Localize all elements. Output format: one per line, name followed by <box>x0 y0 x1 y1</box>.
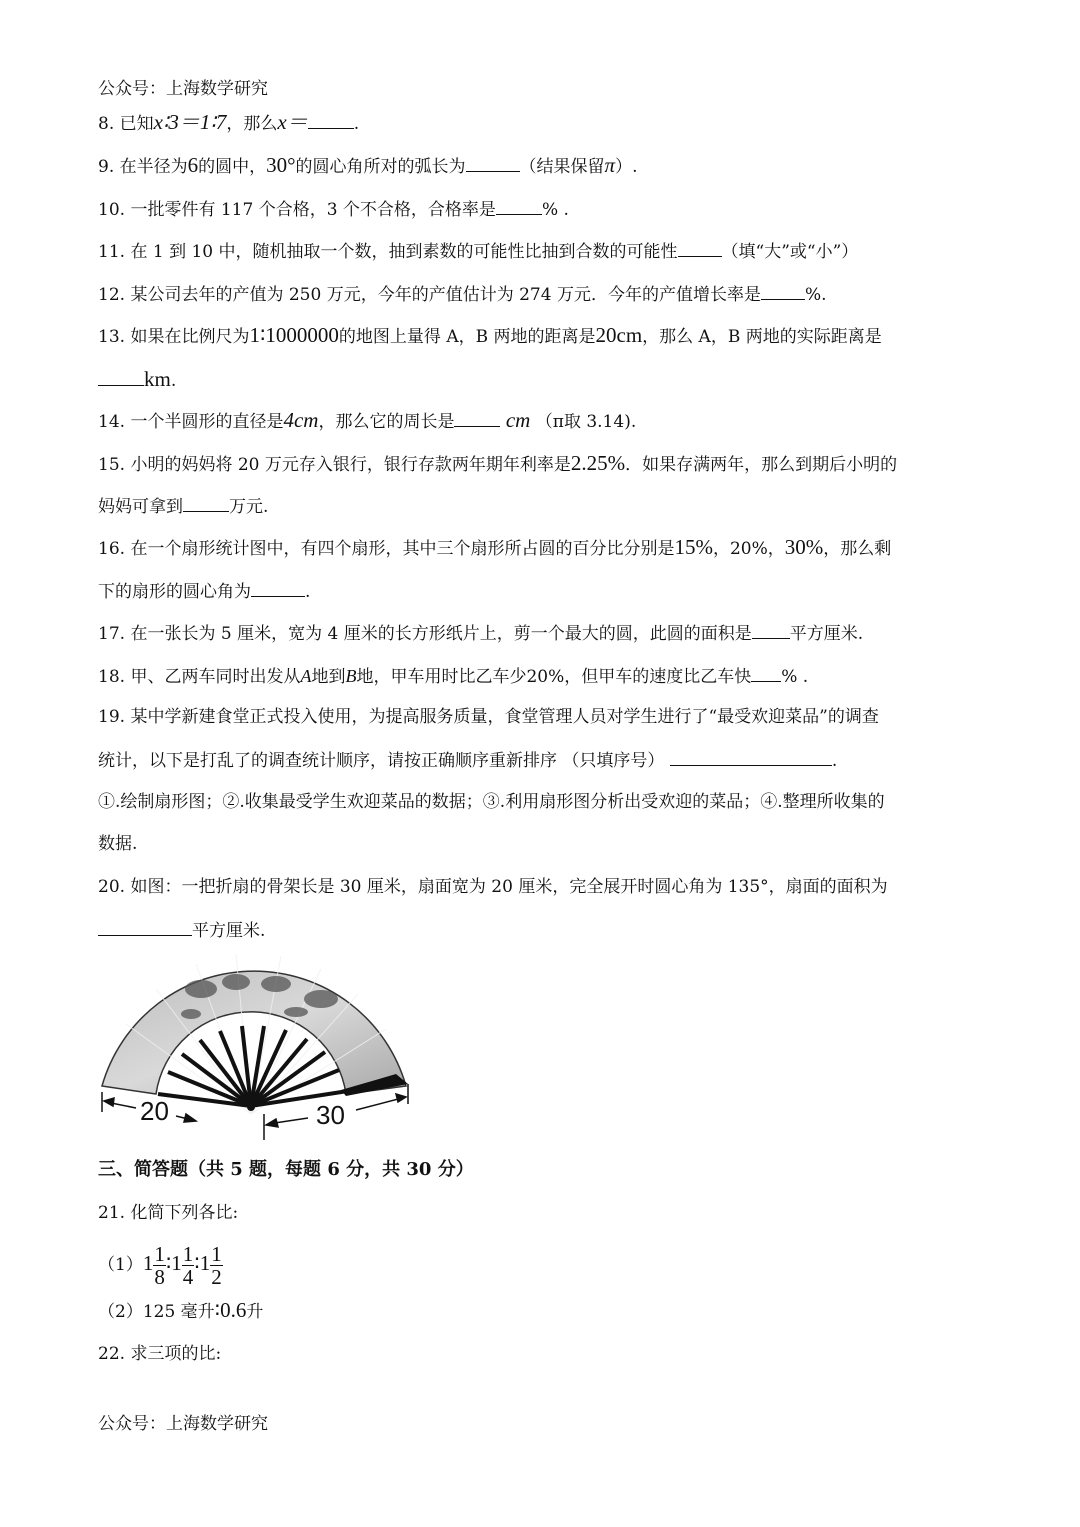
q18-text-2: 地到 <box>311 667 346 687</box>
q9-text-3: 的圆心角所对的弧长为 <box>295 157 466 177</box>
q13-unit: km <box>144 367 171 391</box>
question-17 <box>98 620 990 646</box>
q19-number: 19. <box>98 707 126 727</box>
question-8 <box>98 110 990 136</box>
q21-part-2-label: （2）125 毫升 <box>98 1302 215 1322</box>
fan-pivot <box>247 1103 255 1111</box>
q21-number: 21. <box>98 1203 126 1223</box>
q16-text: 在一个扇形统计图中，有四个扇形，其中三个扇形所占圆的百分比分别是 <box>130 539 675 559</box>
q12-answer-blank[interactable] <box>761 281 805 300</box>
q12-end: %. <box>804 285 827 305</box>
q9-radius: 6 <box>187 153 199 177</box>
q9-angle: 30° <box>266 153 296 177</box>
q11-number: 11. <box>98 242 126 262</box>
question-15 <box>98 451 990 477</box>
q16-percent-3: 30% <box>784 535 824 559</box>
q9-answer-blank[interactable] <box>466 153 520 172</box>
q18-answer-blank[interactable] <box>751 663 781 682</box>
q13-text: 如果在比例尺为 <box>130 327 250 347</box>
q18-text: 甲、乙两车同时出发从 <box>130 667 301 687</box>
q9-text: 在半径为 <box>119 157 188 177</box>
q8-end: . <box>353 114 360 134</box>
q16-number: 16. <box>98 539 126 559</box>
q16-end: . <box>305 582 311 602</box>
question-22 <box>98 1342 990 1366</box>
q17-number: 17. <box>98 624 126 644</box>
question-19 <box>98 705 990 729</box>
q9-text-4: （结果保留 <box>519 157 605 177</box>
q17-end: 平方厘米. <box>789 624 864 644</box>
q18-end: % . <box>781 667 809 687</box>
q13-number: 13. <box>98 327 126 347</box>
section-3-heading: 三、简答题（共 5 题，每题 6 分，共 30 分） <box>98 1159 474 1180</box>
page-footer: 公众号：上海数学研究 <box>98 1414 268 1434</box>
q8-number: 8. <box>98 114 115 134</box>
q10-number: 10. <box>98 200 126 220</box>
q10-end: % . <box>541 200 569 220</box>
question-14 <box>98 408 990 434</box>
q18-percent: 20% <box>526 667 565 687</box>
q21-ratio-2: ∶0.6 <box>214 1298 247 1322</box>
q13-scale: 1∶1000000 <box>249 323 339 347</box>
q14-text: 一个半圆形的直径是 <box>130 412 284 432</box>
q13-text-3: ，那么 A，B 两地的实际距离是 <box>642 327 882 347</box>
question-18 <box>98 663 990 689</box>
q14-text-2: ，那么它的周长是 <box>318 412 455 432</box>
q13-distance: 20cm <box>595 323 643 347</box>
q11-answer-blank[interactable] <box>678 238 722 257</box>
fraction-denominator: 4 <box>182 1265 194 1289</box>
q9-text-2: 的圆中， <box>198 157 267 177</box>
q14-answer-blank[interactable] <box>454 408 500 427</box>
fraction-numerator: 1 <box>182 1242 194 1266</box>
q18-point-b: B <box>345 666 357 686</box>
q19-text-2: 统计，以下是打乱了的调查统计顺序，请按正确顺序重新排序 （只填序号） <box>98 751 665 771</box>
q10-answer-blank[interactable] <box>496 196 542 215</box>
q16-sep-1: ， <box>712 539 730 559</box>
q13-answer-blank[interactable] <box>98 367 144 386</box>
q19-answer-blank[interactable] <box>670 747 832 766</box>
q16-percent-2: 20% <box>729 539 768 559</box>
q9-end: ）. <box>615 157 638 177</box>
q22-text: 求三项的比: <box>130 1344 222 1364</box>
q14-end: （π取 3.14). <box>535 412 637 432</box>
q20-number: 20. <box>98 877 126 897</box>
question-16-cont <box>98 578 990 604</box>
question-19-options: ①.绘制扇形图；②.收集最受学生欢迎菜品的数据；③.利用扇形图分析出受欢迎的菜品；④.整理所收集的 <box>98 792 885 812</box>
folding-fan-svg <box>96 944 416 1144</box>
q11-end: （填“大”或“小”） <box>721 242 859 262</box>
label-20: 20 <box>140 1096 169 1126</box>
q15-text-3: 妈妈可拿到 <box>98 497 183 517</box>
q20-text: 如图：一把折扇的骨架长是 30 厘米，扇面宽为 20 厘米，完全展开时圆心角为 135°，扇面的面积为 <box>130 877 888 897</box>
question-20-cont <box>98 917 990 943</box>
question-11 <box>98 238 990 264</box>
q9-pi: π <box>604 153 616 177</box>
question-13 <box>98 323 990 349</box>
q8-text-2: ，那么 <box>226 114 278 134</box>
q18-text-3: 地，甲车用时比乙车少 <box>356 667 527 687</box>
q21-text: 化简下列各比: <box>130 1203 239 1223</box>
label-30: 30 <box>316 1100 345 1130</box>
question-21-part-1 <box>98 1238 990 1290</box>
folding-fan-figure <box>96 944 416 1149</box>
q19-text: 某中学新建食堂正式投入使用，为提高服务质量，食堂管理人员对学生进行了“最受欢迎菜品”的调查 <box>130 707 879 727</box>
q14-number: 14. <box>98 412 126 432</box>
fraction-numerator: 1 <box>154 1242 165 1266</box>
q8-text: 已知 <box>119 114 154 134</box>
q12-number: 12. <box>98 285 126 305</box>
fraction-1-4 <box>182 1243 195 1288</box>
q17-text: 在一张长为 5 厘米，宽为 4 厘米的长方形纸片上，剪一个最大的圆，此圆的面积是 <box>130 624 752 644</box>
question-9 <box>98 153 990 179</box>
question-20 <box>98 875 990 899</box>
q22-number: 22. <box>98 1344 126 1364</box>
question-13-cont <box>98 367 990 393</box>
q15-text-2: ．如果存满两年，那么到期后小明的 <box>625 455 898 475</box>
q21-part-1-label: （1） <box>98 1255 143 1275</box>
fraction-denominator: 2 <box>211 1265 222 1289</box>
q20-answer-blank[interactable] <box>98 917 192 936</box>
q14-unit: cm <box>505 408 531 432</box>
page-header: 公众号：上海数学研究 <box>98 79 268 99</box>
question-19-cont <box>98 747 990 773</box>
question-19-options-cont: 数据. <box>98 834 138 854</box>
q10-text: 一批零件有 117 个合格，3 个不合格，合格率是 <box>130 200 496 220</box>
q9-number: 9. <box>98 157 115 177</box>
q16-text-2: ，那么剩 <box>823 539 892 559</box>
q12-text: 某公司去年的产值为 250 万元，今年的产值估计为 274 万元．今年的产值增长率是 <box>130 285 761 305</box>
q17-answer-blank[interactable] <box>752 620 790 639</box>
fraction-1-2 <box>210 1243 223 1288</box>
q15-text: 小明的妈妈将 20 万元存入银行，银行存款两年期年利率是 <box>130 455 571 475</box>
q20-end: 平方厘米. <box>192 921 266 941</box>
question-12 <box>98 281 990 307</box>
q16-sep-2: ， <box>767 539 785 559</box>
q16-answer-blank[interactable] <box>251 578 305 597</box>
question-10 <box>98 196 990 222</box>
q8-expression-2: x＝ <box>277 110 308 134</box>
question-15-cont <box>98 493 990 519</box>
q15-rate: 2.25% <box>570 451 626 475</box>
fraction-numerator: 1 <box>211 1242 222 1266</box>
question-21-part-2 <box>98 1298 990 1324</box>
q19-end: . <box>831 751 838 771</box>
q21-colon-2: ∶1 <box>194 1251 211 1275</box>
q14-diameter: 4cm <box>283 408 319 432</box>
q21-colon-1: ∶1 <box>165 1251 182 1275</box>
q15-answer-blank[interactable] <box>183 493 229 512</box>
q13-end: . <box>170 371 177 391</box>
q8-expression: x∶3＝1∶7 <box>153 110 227 134</box>
question-21 <box>98 1201 990 1225</box>
q18-number: 18. <box>98 667 126 687</box>
q15-end: 万元. <box>229 497 269 517</box>
q16-percent-1: 15% <box>674 535 713 559</box>
q8-answer-blank[interactable] <box>308 110 354 129</box>
q18-point-a: A <box>300 666 312 686</box>
q18-text-4: ，但甲车的速度比乙车快 <box>564 667 752 687</box>
q11-text: 在 1 到 10 中，随机抽取一个数，抽到素数的可能性比抽到合数的可能性 <box>130 242 678 262</box>
q21-unit-2: 升 <box>246 1302 264 1322</box>
q16-text-3: 下的扇形的圆心角为 <box>98 582 251 602</box>
question-16 <box>98 535 990 561</box>
fraction-1-8 <box>153 1243 166 1288</box>
q13-text-2: 的地图上量得 A，B 两地的距离是 <box>338 327 596 347</box>
fraction-denominator: 8 <box>154 1265 165 1289</box>
q21-whole-1: 1 <box>142 1251 154 1275</box>
q15-number: 15. <box>98 455 126 475</box>
